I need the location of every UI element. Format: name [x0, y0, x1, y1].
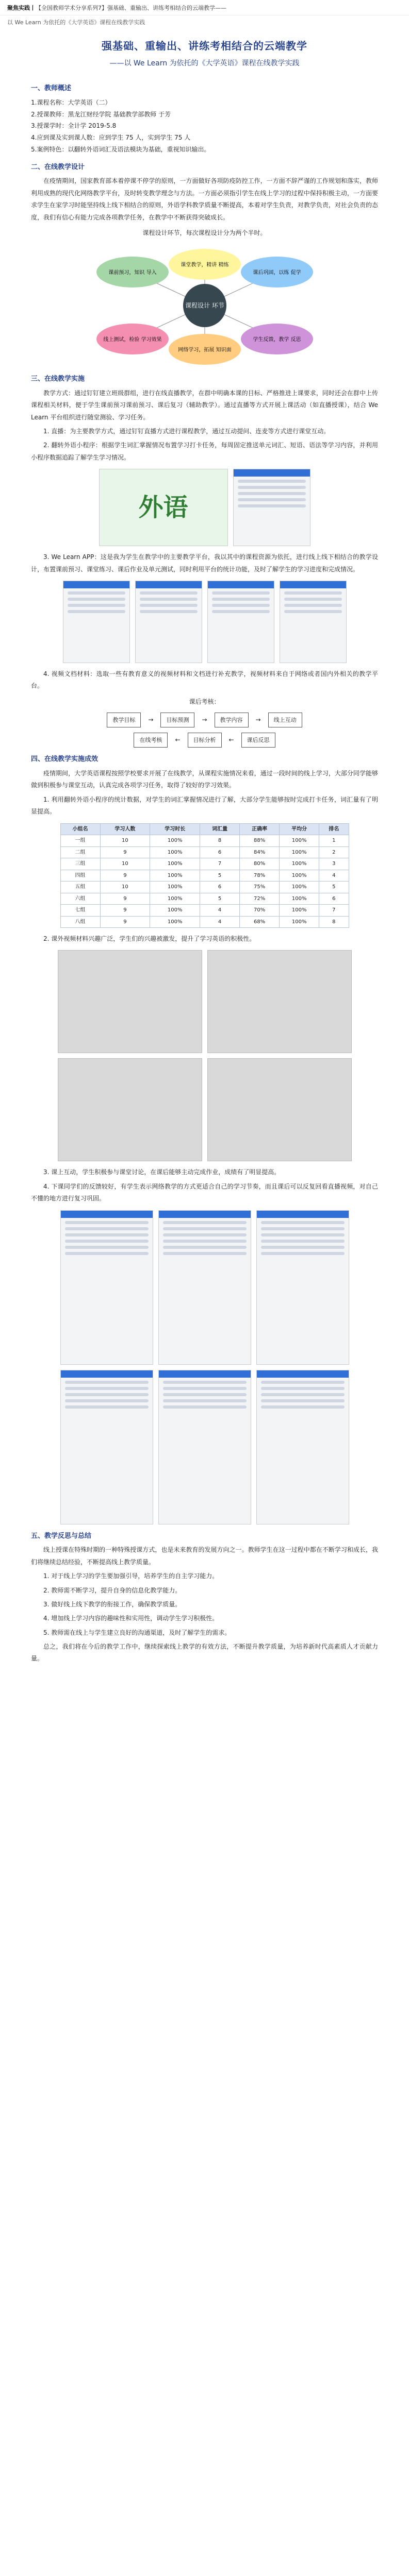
table-row	[60, 870, 349, 882]
table-cell: 8	[319, 916, 349, 928]
table-header-cell: 排名	[319, 823, 349, 835]
table-cell: 7	[319, 905, 349, 917]
table-cell: 1	[319, 835, 349, 847]
info-line: 2.授课教师：黑龙江财经学院 基础教学部教师 于芳	[31, 110, 171, 118]
mindmap-node-label: 课后巩固，以练 促学	[252, 270, 301, 276]
table-cell: 10	[100, 858, 150, 870]
reflection-paragraph: 总之，我们将在今后的教学工作中，继续探索线上教学的有效方法，不断提升教学质量，为培养新时代高素质人才贡献力量。	[31, 1643, 378, 1663]
classroom-photo	[58, 950, 202, 1053]
impl-paragraph: 4. 视频文档材料：选取一些有教育意义的视频材料和文档进行补充教学，视频材料来自于网络或者国内外相关的教学平台。	[31, 670, 378, 690]
course-info	[31, 97, 378, 156]
stats-table	[60, 823, 349, 928]
result-paragraph: 2. 课外视频材料兴趣广泛，学生们的兴趣被激发，提升了学习英语的积极性。	[43, 935, 256, 943]
doc-title-block	[0, 32, 409, 72]
table-cell: 100%	[280, 905, 319, 917]
app-screenshots-row	[31, 469, 378, 546]
result-photos-row-2	[31, 1058, 378, 1161]
app-logo-label: 外语	[138, 493, 188, 522]
course-design-mindmap	[60, 244, 349, 367]
table-cell: 100%	[150, 870, 200, 882]
table-cell: 5	[319, 882, 349, 893]
table-cell: 100%	[150, 905, 200, 917]
mindmap-node-label: 学生反馈，教学 反思	[252, 337, 301, 343]
mindmap-node-label: 课前预习，知识 导入	[108, 270, 157, 276]
table-cell: 100%	[150, 835, 200, 847]
flow-caption: 课后考核：	[189, 698, 220, 705]
arrow-left-icon: ←	[175, 736, 181, 744]
info-line: 1.课程名称：大学英语（二）	[31, 98, 111, 106]
table-cell: 10	[100, 835, 150, 847]
table-cell: 七组	[60, 905, 100, 917]
table-cell: 4	[319, 870, 349, 882]
flow-step: 线上互动	[268, 713, 302, 727]
table-cell: 100%	[280, 916, 319, 928]
result-photos-row-1	[31, 950, 378, 1053]
table-cell: 100%	[280, 870, 319, 882]
result-paragraph: 1. 利用翻转外语小程序的统计数据，对学生的词汇掌握情况进行了解，大部分学生能够按时完成打卡任务，词汇量有了明显提高。	[31, 795, 378, 816]
table-cell: 6	[319, 893, 349, 905]
table-cell: 80%	[240, 858, 280, 870]
arrow-right-icon: →	[148, 716, 154, 723]
arrow-right-icon: →	[202, 716, 207, 723]
table-cell: 100%	[280, 846, 319, 858]
table-row	[60, 835, 349, 847]
table-cell: 三组	[60, 858, 100, 870]
reflection-item: 5. 教师需在线上与学生建立良好的沟通渠道，及时了解学生的需求。	[43, 1629, 231, 1636]
mindmap-node-label: 网络学习，拓展 知识面	[177, 347, 232, 353]
section-4-heading: 四、在线教学实施成效	[31, 755, 99, 764]
table-cell: 100%	[280, 882, 319, 893]
table-cell: 7	[200, 858, 240, 870]
result-paragraph: 3. 课上互动，学生积极参与课堂讨论，在课后能够主动完成作业，成绩有了明显提高。	[43, 1168, 281, 1176]
reflection-item: 1. 对于线上学习的学生要加强引导，培养学生的自主学习能力。	[43, 1572, 219, 1580]
mindmap-caption: 课程设计环节，每次课程设计分为两个半时。	[142, 229, 267, 237]
table-cell: 六组	[60, 893, 100, 905]
mindmap-center-label: 课程设计 环节	[185, 302, 224, 310]
platform-screen-image	[63, 581, 130, 663]
info-line: 4.应到课及实到课人数：应到学生 75 人，实到学生 75 人	[31, 134, 191, 142]
table-cell: 9	[100, 916, 150, 928]
reflection-item: 2. 教师需不断学习，提升自身的信息化教学能力。	[43, 1586, 182, 1594]
table-cell: 5	[200, 870, 240, 882]
feedback-screenshot	[158, 1210, 251, 1365]
table-cell: 10	[100, 882, 150, 893]
section-1-heading: 一、教师概述	[31, 84, 72, 92]
table-cell: 9	[100, 870, 150, 882]
mindmap-node-label: 线上测试，检验 学习效果	[103, 337, 162, 343]
table-cell: 100%	[150, 893, 200, 905]
table-header-cell: 词汇量	[200, 823, 240, 835]
table-cell: 9	[100, 893, 150, 905]
table-cell: 2	[319, 846, 349, 858]
impl-paragraph: 3. We Learn APP：这是我为学生在教学中的主要教学平台，我以其中的课程资源为依托，进行线上线下相结合的教学设计，布置课前预习、课堂练习、课后作业及单元测试，同时利用平台的统计功能，及时了解学生的学习进度和完成情况。	[31, 553, 378, 573]
table-cell: 9	[100, 846, 150, 858]
table-cell: 72%	[240, 893, 280, 905]
table-cell: 100%	[280, 893, 319, 905]
arrow-left-icon: ←	[228, 736, 234, 744]
feedback-screenshot	[158, 1370, 251, 1524]
table-cell: 100%	[280, 835, 319, 847]
classroom-photo	[58, 1058, 202, 1161]
mindmap-node-label: 课堂教学，精讲 精练	[180, 262, 229, 268]
header-title: 【全国教师学术分享系列7】强基础、重输出、讲练考相结合的云端教学——	[36, 5, 226, 11]
flow-step: 课后反思	[241, 733, 275, 748]
flow-row-top	[31, 713, 378, 727]
impl-paragraph: 教学方式：通过钉钉建立班级群组，进行在线直播教学，在群中明确本课的目标、严格推进上课要求，同时还会在群中上传课程相关材料，便于学生课前预习课前预习、课后复习（辅助教学）。通过直播等方式开展上课活动（如直播授课），结合 We Learn 平台组织进行随堂测验、学习任务。	[31, 389, 378, 421]
platform-screen-image	[207, 581, 274, 663]
impl-paragraph: 2. 翻转外语小程序：根据学生词汇掌握情况布置学习打卡任务，每周固定推送单元词汇、短语、语法等学习内容，并利用小程序数据追踪了解学生学习情况。	[31, 442, 378, 461]
table-cell: 4	[200, 916, 240, 928]
feedback-screens-row-2	[31, 1370, 378, 1524]
table-header-cell: 小组名	[60, 823, 100, 835]
platform-screen-image	[280, 581, 347, 663]
table-cell: 100%	[150, 916, 200, 928]
classroom-photo	[207, 1058, 352, 1161]
flow-step: 目标分析	[188, 733, 222, 748]
table-cell: 68%	[240, 916, 280, 928]
article-header	[0, 0, 409, 15]
feedback-screenshot	[256, 1210, 349, 1365]
info-line: 3.授课学时：全计学 2019-5.8	[31, 122, 117, 130]
table-cell: 八组	[60, 916, 100, 928]
result-paragraph: 疫情期间，大学英语课程按照学校要求开展了在线教学，从课程实施情况来看，通过一段时间的线上学习，大部分同学能够做到积极参与课堂互动，认真完成各项学习任务，取得了较好的学习效果。	[31, 769, 378, 789]
feedback-screens-row-1	[31, 1210, 378, 1365]
table-cell: 6	[200, 846, 240, 858]
table-cell: 3	[319, 858, 349, 870]
table-header-cell: 正确率	[240, 823, 280, 835]
table-cell: 一组	[60, 835, 100, 847]
section-3-heading: 三、在线教学实施	[31, 375, 85, 383]
table-cell: 四组	[60, 870, 100, 882]
info-line: 5.案例特色：以翻转外语词汇及语法模块为基础，重视知识输出。	[31, 145, 210, 153]
table-row	[60, 905, 349, 917]
design-paragraph: 在疫情期间，国家教育部本着停课不停学的原则，一方面做好各项防疫防控工作，一方面不辞严谨的工作规划和落实，教师利用成熟的现代化网络教学平台，及时转变教学理念与方法。一方面必须指引学生在线上学习的过程中保持积极主动，一方面要求学生在家学习时能坚持线上线下相结合的原则，外语学科教学质量不断提高，本着对学生负责，对教学负责，对社会负责的态度，我们有信心有能力完成各项教学任务，在教学中不断获得突破成长。	[31, 177, 378, 221]
result-paragraph: 4. 下课同学们的反馈较好，有学生表示网络教学的方式更适合自己的学习节奏，而且课后可以反复回看直播视频，对自己不懂的地方进行复习巩固。	[31, 1182, 378, 1202]
flow-row-bottom	[31, 733, 378, 748]
article-body	[0, 72, 409, 1665]
table-cell: 70%	[240, 905, 280, 917]
table-cell: 5	[200, 893, 240, 905]
platform-screen-image	[135, 581, 202, 663]
app-logo-image	[99, 469, 228, 546]
platform-screenshots-row	[31, 581, 378, 663]
reflection-paragraph: 线上授课在特殊时期的一种特殊授课方式，也是未来教育的发展方向之一。教师学生在这一过程中都在不断学习和成长，我们将继续总结经验，不断提高线上教学质量。	[31, 1546, 378, 1566]
table-cell: 100%	[150, 882, 200, 893]
impl-paragraph: 1. 直播：为主要教学方式，通过钉钉直播方式进行课程教学，通过互动提问、连麦等方式进行课堂互动。	[43, 427, 330, 435]
classroom-photo	[207, 950, 352, 1053]
table-cell: 88%	[240, 835, 280, 847]
table-header-cell: 学习时长	[150, 823, 200, 835]
table-cell: 100%	[280, 858, 319, 870]
stats-table-body	[60, 835, 349, 928]
table-cell: 8	[200, 835, 240, 847]
table-cell: 五组	[60, 882, 100, 893]
table-row	[60, 893, 349, 905]
table-row	[60, 882, 349, 893]
reflection-item: 4. 增加线上学习内容的趣味性和实用性，调动学生学习积极性。	[43, 1615, 219, 1622]
app-screen-image	[233, 469, 310, 546]
table-cell: 100%	[150, 858, 200, 870]
table-cell: 9	[100, 905, 150, 917]
flow-step: 教学内容	[215, 713, 249, 727]
table-header-row	[60, 823, 349, 835]
table-cell: 75%	[240, 882, 280, 893]
header-label: 聚焦实践丨	[7, 5, 36, 11]
doc-subtitle: ——以 We Learn 为依托的《大学英语》课程在线教学实践	[109, 59, 300, 67]
section-2-heading: 二、在线教学设计	[31, 163, 85, 171]
flow-step: 教学目标	[107, 713, 141, 727]
table-row	[60, 858, 349, 870]
table-cell: 4	[200, 905, 240, 917]
table-cell: 二组	[60, 846, 100, 858]
section-5-heading: 五、教学反思与总结	[31, 1532, 92, 1540]
flow-step: 目标预测	[160, 713, 194, 727]
table-cell: 6	[200, 882, 240, 893]
table-cell: 78%	[240, 870, 280, 882]
feedback-screenshot	[256, 1370, 349, 1524]
table-cell: 100%	[150, 846, 200, 858]
feedback-screenshot	[60, 1210, 153, 1365]
arrow-right-icon: →	[255, 716, 261, 723]
table-header-cell: 学习人数	[100, 823, 150, 835]
table-row	[60, 846, 349, 858]
breadcrumb: 以 We Learn 为依托的《大学英语》课程在线教学实践	[7, 19, 145, 26]
reflection-item: 3. 做好线上线下教学的衔接工作，确保教学质量。	[43, 1600, 182, 1608]
feedback-screenshot	[60, 1370, 153, 1524]
flow-step: 在线考核	[134, 733, 168, 748]
table-row	[60, 916, 349, 928]
table-header-cell: 平均分	[280, 823, 319, 835]
table-cell: 84%	[240, 846, 280, 858]
doc-title: 强基础、重输出、讲练考相结合的云端教学	[102, 39, 307, 52]
